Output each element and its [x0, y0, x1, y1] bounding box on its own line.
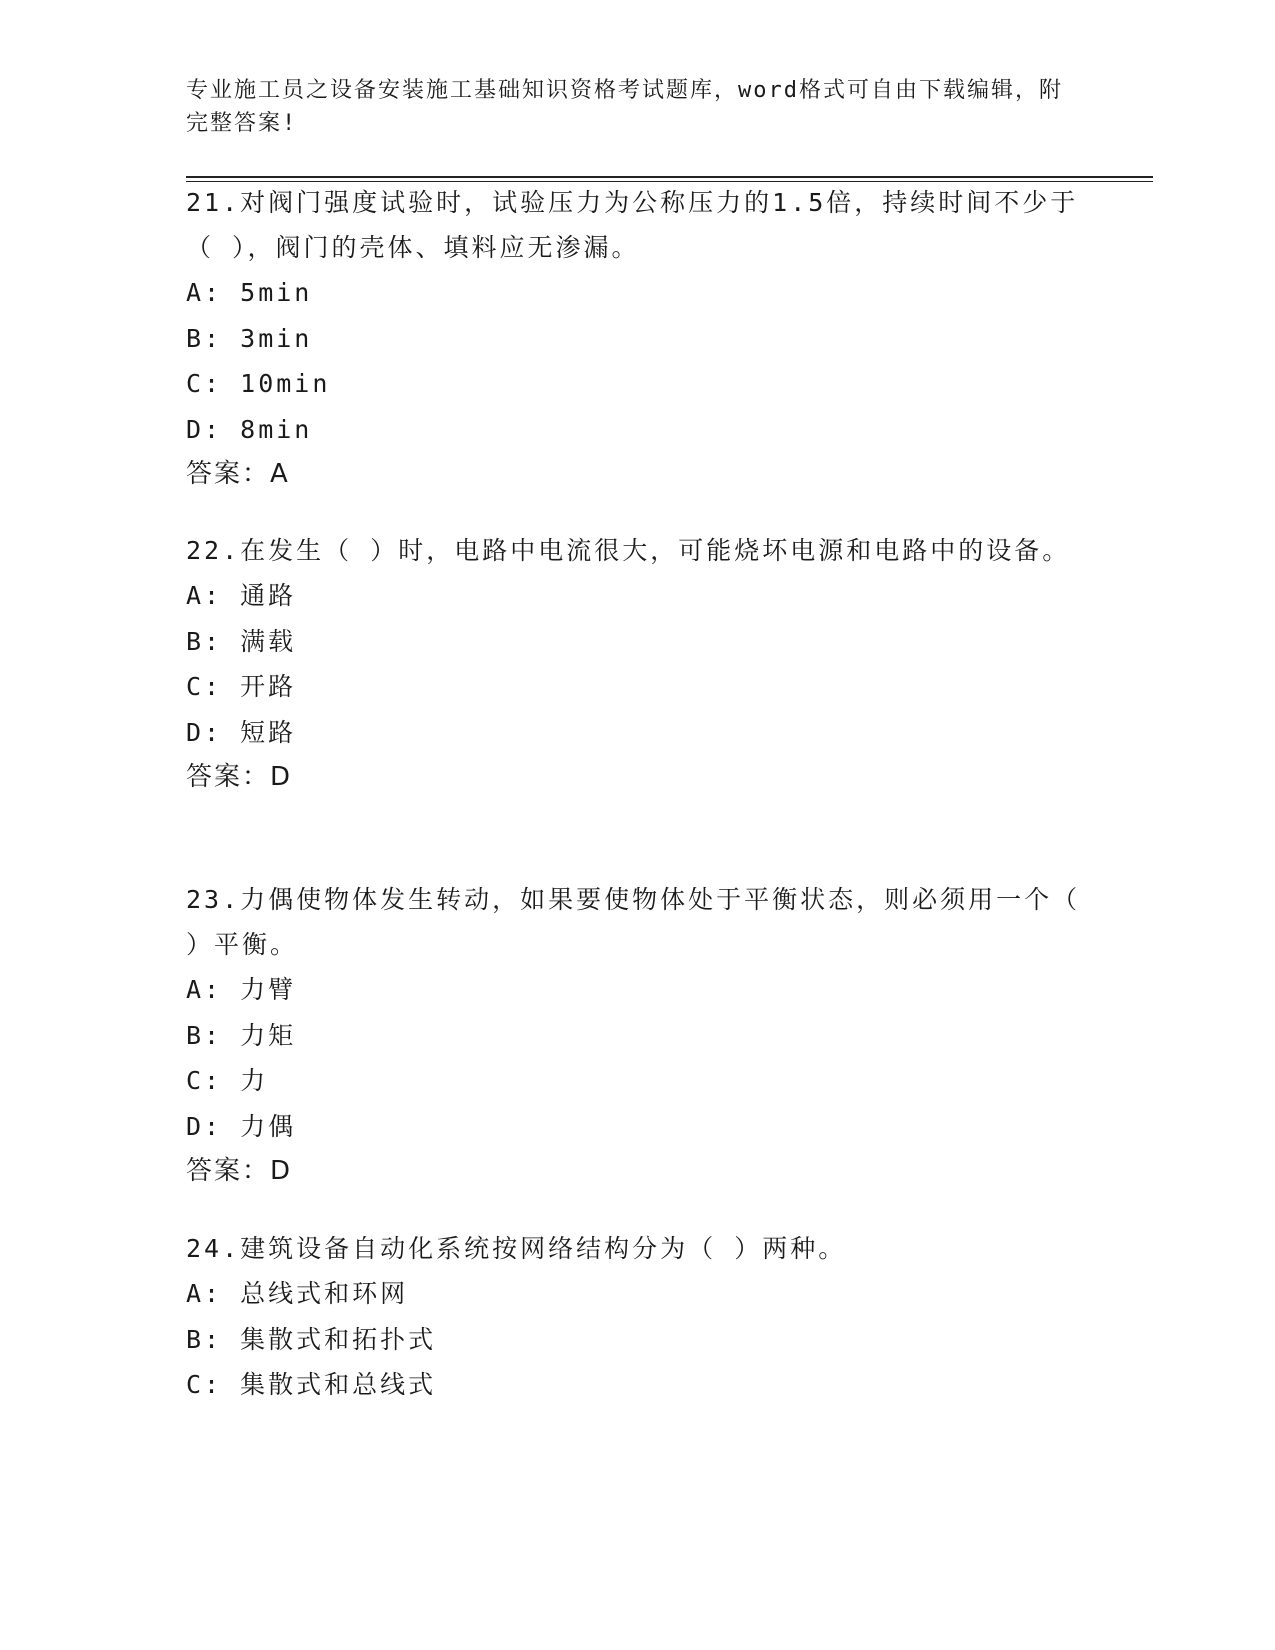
option-a: A: 力臂 [186, 975, 297, 1004]
option-c: C: 力 [186, 1066, 269, 1095]
option-b: B: 3min [186, 323, 313, 353]
question-stem: 23.力偶使物体发生转动，如果要使物体处于平衡状态，则必须用一个（ ）平衡。 [186, 885, 1081, 959]
question-22 [186, 528, 1086, 800]
option-c: C: 10min [186, 369, 331, 398]
question-stem: 24.建筑设备自动化系统按网络结构分为（ ）两种。 [186, 1234, 847, 1263]
option-a: A: 通路 [186, 581, 297, 610]
option-b: B: 力矩 [186, 1020, 297, 1050]
option-d: D: 8min [186, 414, 313, 444]
option-d: D: 短路 [186, 717, 297, 747]
option-c: C: 集散式和总线式 [186, 1370, 437, 1399]
question-stem: 22.在发生（ ）时，电路中电流很大，可能烧坏电源和电路中的设备。 [186, 536, 1071, 565]
option-a: A: 5min [186, 278, 313, 307]
question-stem: 21.对阀门强度试验时，试验压力为公称压力的1.5倍，持续时间不少于（ ），阀门的壳体、填料应无渗漏。 [186, 188, 1079, 262]
header-divider-thick [186, 176, 1153, 178]
answer: 答案：D [186, 1156, 293, 1186]
document-header: 专业施工员之设备安装施工基础知识资格考试题库，word格式可自由下载编辑，附完整答案! [186, 78, 1063, 136]
option-b: B: 集散式和拓扑式 [186, 1324, 437, 1354]
option-b: B: 满载 [186, 626, 297, 656]
question-24 [186, 1226, 1086, 1408]
answer: 答案：A [186, 459, 290, 489]
question-21 [186, 180, 1086, 497]
answer: 答案：D [186, 762, 293, 792]
option-d: D: 力偶 [186, 1111, 297, 1141]
question-23 [186, 877, 1086, 1194]
option-c: C: 开路 [186, 672, 297, 701]
option-a: A: 总线式和环网 [186, 1279, 409, 1308]
